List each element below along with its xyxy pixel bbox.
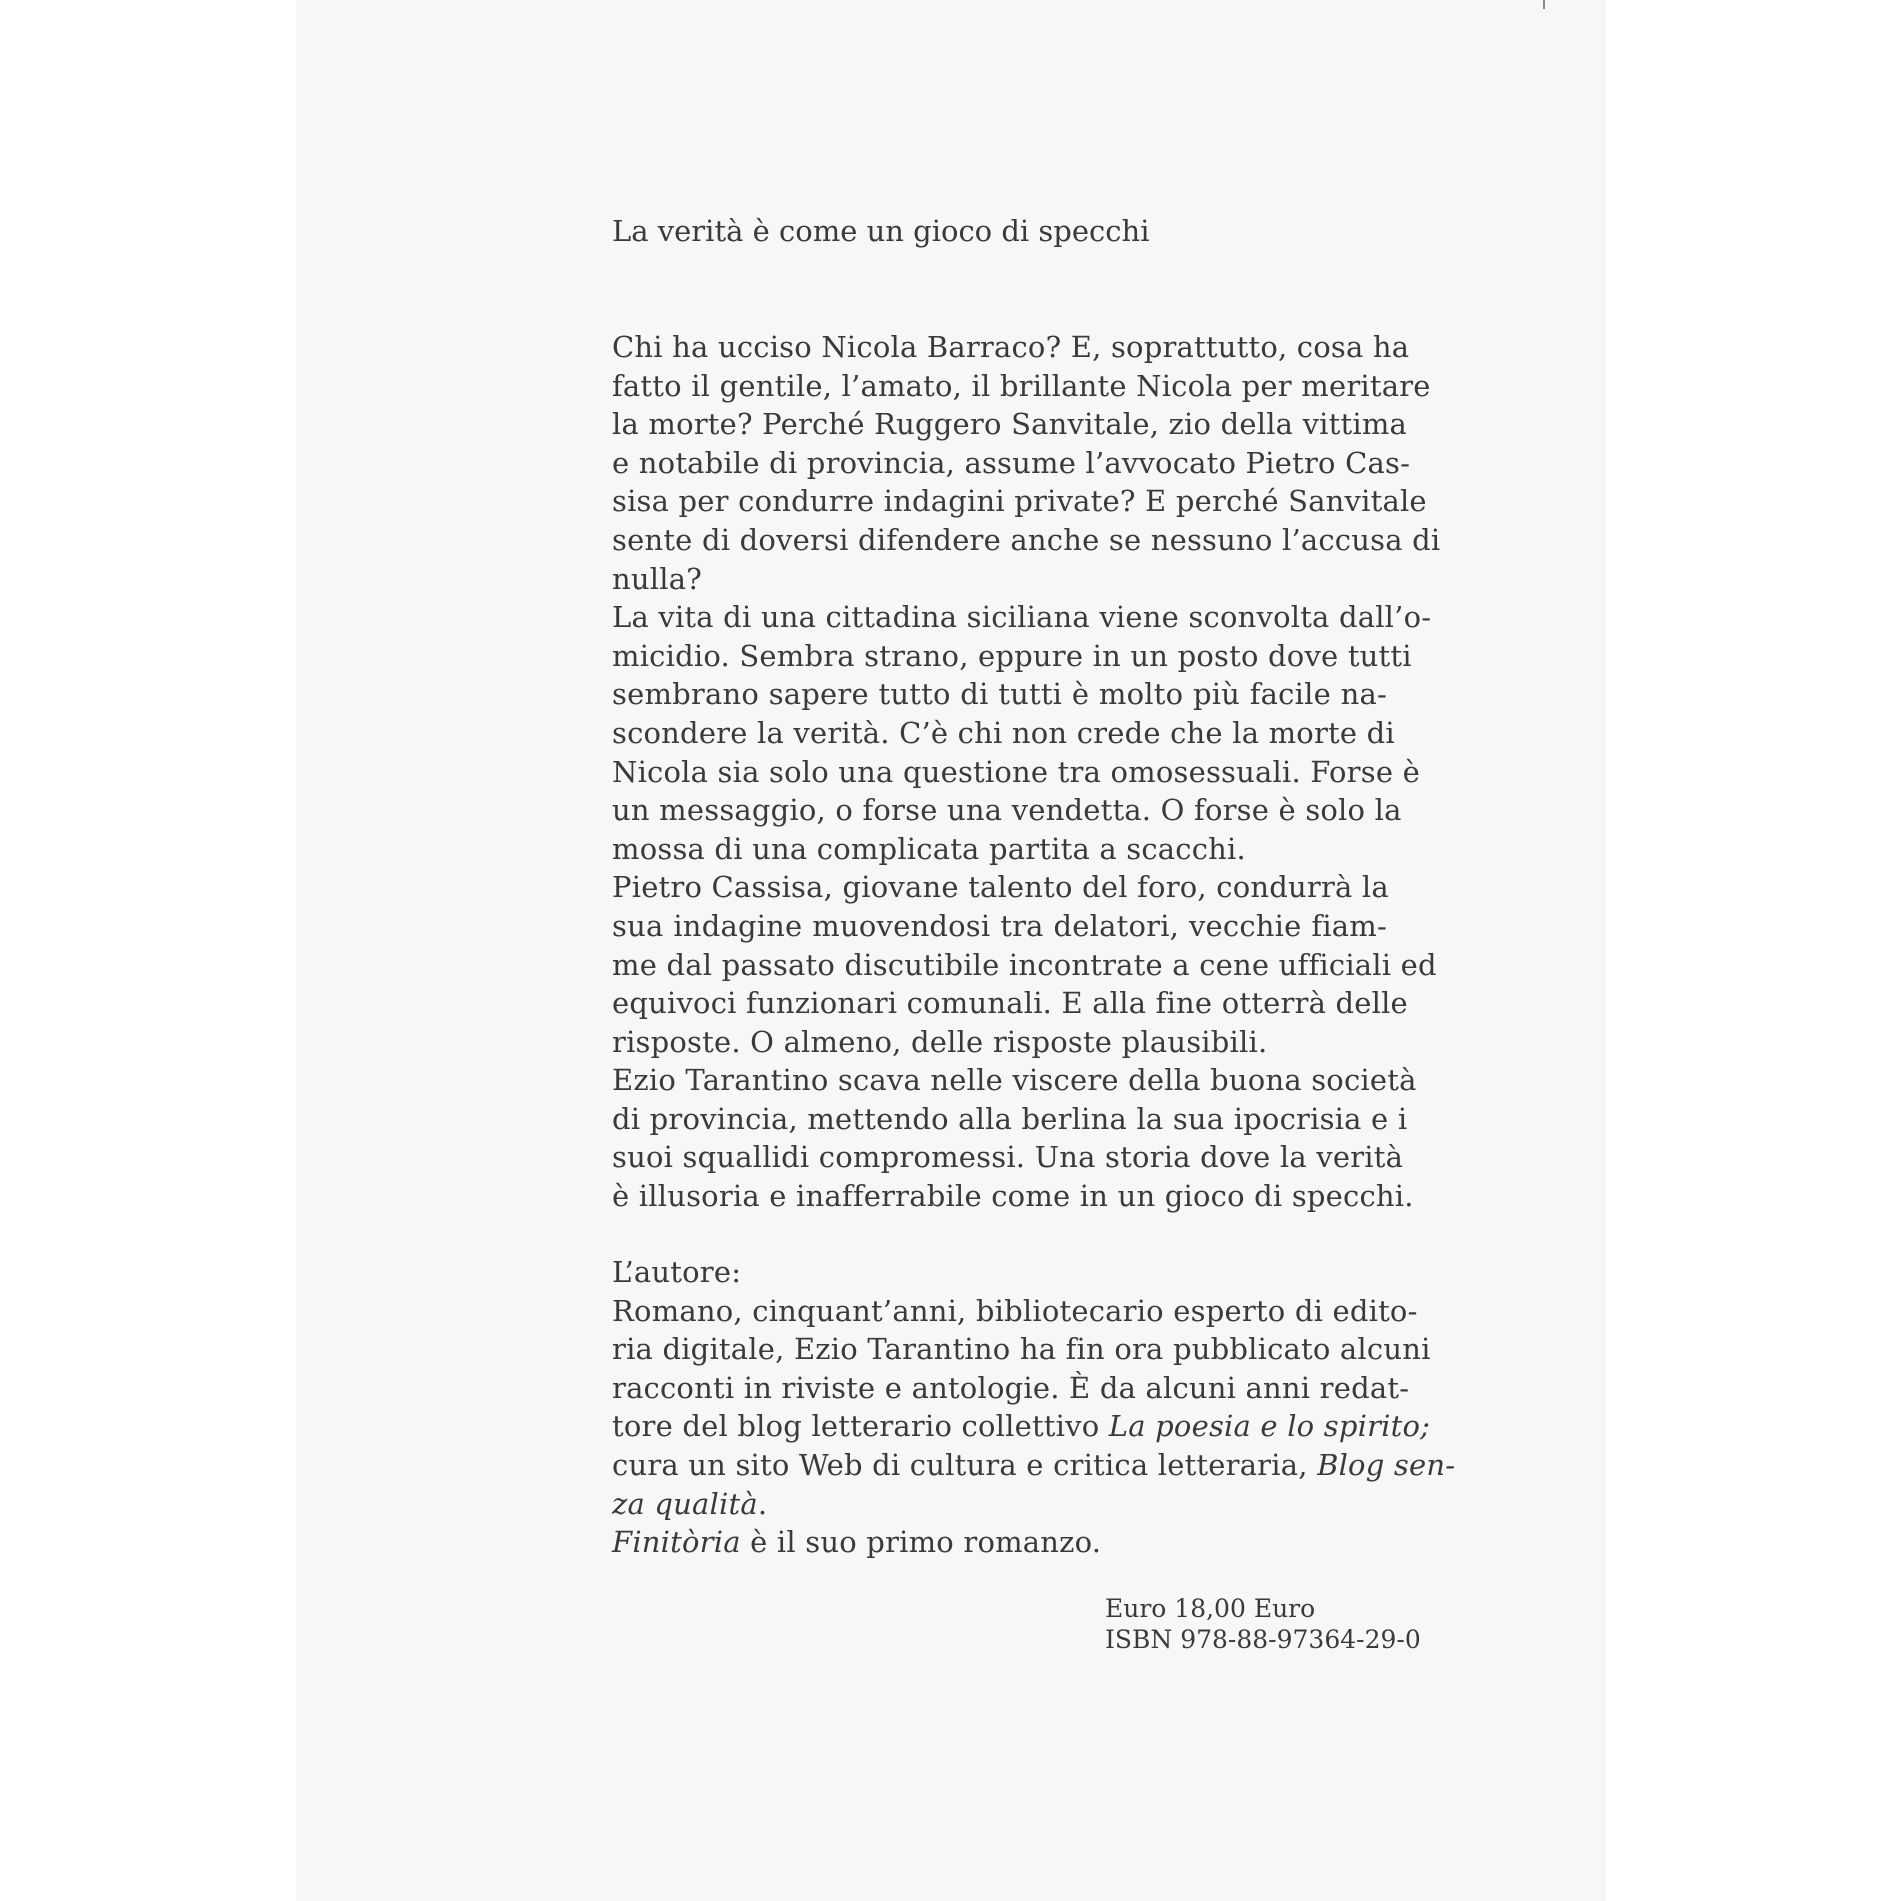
isbn: ISBN 978-88-97364-29-0 <box>1105 1625 1421 1654</box>
author-line <box>612 1446 1456 1485</box>
price: Euro 18,00 Euro <box>1105 1594 1316 1623</box>
author-line: Romano, cinquant’anni, bibliotecario esperto di edito- <box>612 1293 1418 1328</box>
author-bio <box>612 1253 1456 1562</box>
blurb-line: di provincia, mettendo alla berlina la sua ipocrisia e i <box>612 1101 1408 1136</box>
author-line <box>612 1485 1387 1524</box>
author-line: racconti in riviste e antologie. È da alcuni anni redat- <box>612 1370 1410 1405</box>
author-heading: L’autore: <box>612 1255 742 1289</box>
author-line <box>612 1407 1431 1446</box>
author-text: è il suo primo romanzo. <box>740 1525 1102 1560</box>
blurb-line: equivoci funzionari comunali. E alla fine otterrà delle <box>612 986 1408 1021</box>
blurb-line: Pietro Cassisa, giovane talento del foro, condurrà la <box>612 870 1389 905</box>
blog-title: La poesia e lo spirito; <box>1108 1409 1431 1444</box>
tagline: La verità è come un gioco di specchi <box>612 214 1150 248</box>
blurb-line: sente di doversi difendere anche se nessuno l’accusa di <box>612 522 1441 557</box>
blurb-line: nulla? <box>612 561 702 596</box>
blurb-line: risposte. O almeno, delle risposte plausibili. <box>612 1024 1268 1059</box>
blurb-line: sua indagine muovendosi tra delatori, vecchie fiam- <box>612 908 1387 943</box>
site-title-cont: za qualità <box>612 1486 758 1521</box>
blurb-line: la morte? Perché Ruggero Sanvitale, zio della vittima <box>612 407 1408 442</box>
author-line <box>612 1523 1387 1562</box>
author-text: cura un sito Web di cultura e critica letteraria, <box>612 1447 1318 1482</box>
blurb-line: sembrano sapere tutto di tutti è molto più facile na- <box>612 677 1387 712</box>
blurb-line: e notabile di provincia, assume l’avvocato Pietro Cas- <box>612 445 1411 480</box>
site-title: Blog sen- <box>1317 1447 1456 1482</box>
novel-title: Finitòria <box>612 1525 741 1560</box>
blurb-line: Chi ha ucciso Nicola Barraco? E, soprattutto, cosa ha <box>612 330 1410 364</box>
blurb-line: scondere la verità. C’è chi non crede che la morte di <box>612 715 1395 750</box>
author-text: tore del blog letterario collettivo <box>612 1409 1109 1444</box>
blurb-line: me dal passato discutibile incontrate a cene ufficiali ed <box>612 947 1437 982</box>
author-text: . <box>757 1486 768 1521</box>
blurb-line: fatto il gentile, l’amato, il brillante Nicola per meritare <box>612 368 1431 403</box>
blurb-line: sisa per condurre indagini private? E perché Sanvitale <box>612 484 1427 519</box>
blurb-line: Nicola sia solo una questione tra omosessuali. Forse è <box>612 754 1420 789</box>
blurb-line: micidio. Sembra strano, eppure in un posto dove tutti <box>612 638 1412 673</box>
blurb <box>612 328 1441 1216</box>
blurb-line: Ezio Tarantino scava nelle viscere della buona società <box>612 1063 1417 1098</box>
blurb-line: suoi squallidi compromessi. Una storia dove la verità <box>612 1140 1404 1175</box>
blurb-line: un messaggio, o forse una vendetta. O forse è solo la <box>612 793 1402 828</box>
author-line: ria digitale, Ezio Tarantino ha fin ora pubblicato alcuni <box>612 1332 1431 1367</box>
blurb-line: mossa di una complicata partita a scacchi. <box>612 831 1246 866</box>
price-isbn-block <box>1105 1593 1421 1655</box>
blurb-line: è illusoria e inafferrabile come in un gioco di specchi. <box>612 1179 1414 1214</box>
blurb-line: La vita di una cittadina siciliana viene sconvolta dall’o- <box>612 600 1432 635</box>
fold-mark <box>1543 0 1545 9</box>
